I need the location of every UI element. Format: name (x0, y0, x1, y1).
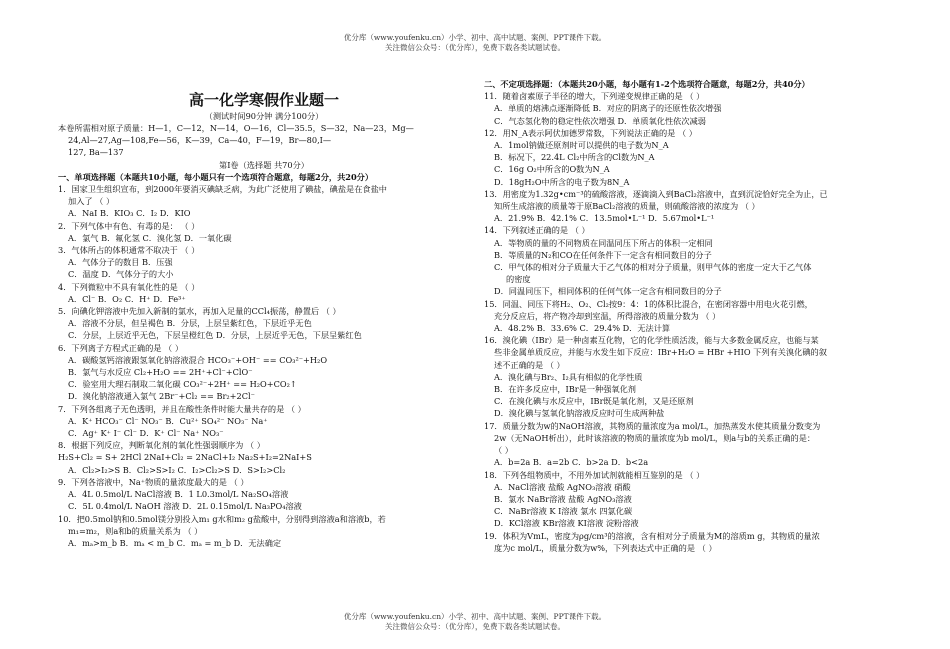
question-line: 1．国家卫生组织宣布，到2000年要消灭碘缺乏病，为此广泛使用了碘盐，碘盐是在食盐中 (58, 184, 387, 195)
option-line: C．分层，上层近乎无色，下层呈橙红色 D．分层，上层近乎无色，下层呈紫红色 (68, 330, 362, 341)
option-line: A．等物质的量的不同物质在同温同压下所占的体积一定相同 (494, 237, 713, 248)
footer-line-2: 关注微信公众号：（优分库），免费下载各类试题试卷。 (385, 622, 565, 631)
option-line: A．Cl⁻ B．O₂ C．H⁺ D．Fe³⁺ (68, 293, 186, 304)
question-line: 14．下列叙述正确的是 （ ） (484, 225, 590, 236)
question-line: 10．把0.5mol钠和0.5mol镁分别投入m₁ g水和m₂ g盐酸中，分别得到溶液a和溶液b，若 (58, 513, 386, 524)
atomic-mass-line-2: 24,Al—27,Ag—108,Fe—56，K—39，Ca—40，F—19，Br—80,I— (68, 135, 332, 146)
question-line: 充分反应后，将产物冷却到室温，所得溶液的质量分数为 （ ） (494, 310, 721, 321)
question-line: 加入了 （ ） (68, 196, 115, 207)
option-line: C．NaBr溶液 K I溶液 氯水 四氯化碳 (494, 506, 633, 517)
option-line: C．气态氢化物的稳定性依次增强 D．单质氧化性依次减弱 (494, 115, 706, 126)
option-line: 的密度 (506, 274, 531, 285)
reaction-line: H₂S+Cl₂ = S+ 2HCl 2NaI+Cl₂ = 2NaCl+I₂ Na₂S+I₂=2NaI+S (58, 452, 312, 463)
question-line: 4．下列微粒中不具有氧化性的是 （ ） (58, 281, 200, 292)
atomic-mass-line-3: 127, Ba—137 (68, 147, 124, 158)
question-line: 度为c mol/L，质量分数为w%，下列表达式中正确的是 （ ） (494, 542, 717, 553)
option-line: A．气体分子的数目 B．压强 (68, 257, 173, 268)
question-line: 18．下列各组物质中，不用外加试剂就能相互鉴别的是 （ ） (484, 469, 705, 480)
option-line: D．KCl溶液 KBr溶液 KI溶液 淀粉溶液 (494, 518, 639, 529)
part-one-heading: 第I卷（选择题 共70分） (219, 159, 309, 170)
question-line: 些非金属单质反应，并能与水发生如下反应：IBr+H₂O = HBr +HIO 下列有关溴化碘的叙 (494, 347, 827, 358)
right-column (484, 78, 899, 554)
option-line: A．氯气 B．氟化氢 C．溴化氢 D．一氧化碳 (68, 232, 232, 243)
question-line: 3．气体所占的体积通常不取决于 （ ） (58, 245, 200, 256)
option-line: D．18gH₂O中所含的电子数为8N_A (494, 176, 630, 187)
question-line: （ ） (494, 445, 513, 456)
header-line-2: 关注微信公众号：（优分库），免费下载各类试题试卷。 (385, 43, 565, 52)
option-line: A．b=2a B．a=2b C．b>2a D．b<2a (494, 457, 649, 468)
option-line: A．溴化碘与Br₂、I₂具有相似的化学性质 (494, 371, 643, 382)
option-line: C．Ag⁺ K⁺ I⁻ Cl⁻ D．K⁺ Cl⁻ Na⁺ NO₃⁻ (68, 428, 224, 439)
question-line: 19．体积为VmL，密度为ρg/cm³的溶液，含有相对分子质量为M的溶质m g，其物质的量浓 (484, 530, 820, 541)
question-line: 15．同温、同压下将H₂、O₂、Cl₂按9：4：1的体积比混合，在密闭容器中用电火花引燃， (484, 298, 813, 309)
header-line-1: 优分库（www.youfenku.cn）小学、初中、高中试题、案例、PPT课件下载。 (343, 33, 607, 42)
option-line: C．温度 D．气体分子的大小 (68, 269, 174, 280)
question-line: 12．用N_A表示阿伏加德罗常数，下列说法正确的是 （ ） (484, 127, 697, 138)
option-line: A．K⁺ HCO₃⁻ Cl⁻ NO₃⁻ B．Cu²⁺ SO₄²⁻ NO₃⁻ Na⁺ (68, 415, 268, 426)
option-line: A．21.9% B．42.1% C．13.5mol•L⁻¹ D．5.67mol•L⁻¹ (494, 213, 715, 224)
option-line: A．48.2% B．33.6% C．29.4% D．无法计算 (494, 323, 671, 334)
option-line: A．1mol钠做还原剂时可以提供的电子数为N_A (494, 140, 669, 151)
option-line: C．甲气体的相对分子质量大于乙气体的相对分子质量，则甲气体的密度一定大于乙气体 (494, 262, 812, 273)
option-line: A．碳酸氢钙溶液跟氢氧化钠溶液混合 HCO₃⁻+OH⁻ == CO₃²⁻+H₂O (68, 354, 328, 365)
atomic-mass-line-1: 本卷所需相对原子质量：H—1，C—12，N—14，O—16，Cl—35.5，S—32，Na—23，Mg— (58, 123, 414, 133)
question-line: 16．溴化碘（IBr）是一种卤素互化物，它的化学性质活泼，能与大多数金属反应，也能与某 (484, 335, 819, 346)
question-line: 13．用密度为1.32g•cm⁻³的硫酸溶液，逐滴滴入到BaCl₂溶液中，直到沉淀恰好完全为止，已 (484, 188, 828, 199)
question-line: 8．根据下列反应，判断氧化剂的氧化性强弱顺序为 （ ） (58, 440, 265, 451)
option-line: B．等质量的N₂和CO在任何条件下一定含有相同数目的分子 (494, 249, 712, 260)
left-column (58, 76, 470, 549)
section-two-heading: 二、不定项选择题：（本题共20小题，每小题有1-2个选项符合题意，每题2分，共40分） (484, 79, 810, 89)
section-one-heading: 一、单项选择题（本题共10小题，每小题只有一个选项符合题意，每题2分，共20分） (58, 171, 374, 182)
option-line: D．溴化钠溶液通入氯气 2Br⁻+Cl₂ == Br₂+2Cl⁻ (68, 391, 255, 402)
option-line: B．标况下，22.4L Cl₂中所含的Cl数为N_A (494, 152, 655, 163)
option-line: A．4L 0.5mol/L NaCl溶液 B．1 L0.3mol/L Na₂SO₄溶液 (68, 489, 289, 500)
exam-title: 高一化学寒假作业题一 (188, 91, 339, 109)
option-line: D．同温同压下，相同体积的任何气体一定含有相同数目的分子 (494, 286, 722, 297)
option-line: C．5L 0.4mol/L NaOH 溶液 D．2L 0.15mol/L Na₃PO₄溶液 (68, 501, 302, 512)
option-line: C．在溴化碘与水反应中，IBr既是氧化剂，又是还原剂 (494, 396, 694, 407)
option-line: D．溴化碘与氢氧化钠溶液反应时可生成两种盐 (494, 408, 665, 419)
exam-subtitle: （测试时间90分钟 满分100分） (204, 111, 324, 121)
page-footer (0, 612, 950, 632)
question-line: 17．质量分数为w的NaOH溶液，其物质的量浓度为a mol/L，加热蒸发水使其质量分数变为 (484, 420, 821, 431)
option-line: B．氯气与水反应 Cl₂+H₂O == 2H⁺+Cl⁻+ClO⁻ (68, 367, 253, 378)
question-line: 述不正确的是 （ ） (494, 359, 565, 370)
option-line: B．在许多反应中，IBr是一种强氧化剂 (494, 384, 636, 395)
option-line: A．Cl₂>I₂>S B．Cl₂>S>I₂ C．I₂>Cl₂>S D．S>I₂>Cl₂ (68, 464, 286, 475)
option-line: C．16g O₂中所含的O数为N_A (494, 164, 610, 175)
option-line: A．溶液不分层，但呈褐色 B．分层，上层呈紫红色，下层近乎无色 (68, 318, 312, 329)
question-line: 7．下列各组离子无色透明，并且在酸性条件时能大量共存的是 （ ） (58, 403, 306, 414)
question-line: m₁=m₂，则a和b的质量关系为 （ ） (68, 525, 203, 536)
question-line: 5．向碘化钾溶液中先加入新制的氯水，再加入足量的CCl₄振荡，静置后 （ ） (58, 306, 341, 317)
option-line: B．氯水 NaBr溶液 盐酸 AgNO₃溶液 (494, 493, 632, 504)
question-line: 6．下列离子方程式正确的是 （ ） (58, 342, 184, 353)
page-header (0, 33, 950, 53)
option-line: A．NaCl溶液 盐酸 AgNO₃溶液 硝酸 (494, 481, 631, 492)
question-line: 2w（无NaOH析出），此时该溶液的物质的量浓度为b mol/L，则a与b的关系正确的是： (494, 432, 816, 443)
question-line: 知所生成溶液的质量等于原BaCl₂溶液的质量，则硫酸溶液的浓度为 （ ） (494, 201, 760, 212)
option-line: A．NaI B．KIO₃ C．I₂ D．KIO (68, 208, 191, 219)
option-line: A．mₐ>m_b B．mₐ < m_b C．mₐ = m_b D．无法确定 (68, 537, 282, 548)
question-line: 11．随着卤素原子半径的增大，下列递变规律正确的是 （ ） (484, 91, 705, 102)
question-line: 2．下列气体中有色、有毒的是： （ ） (58, 220, 200, 231)
option-line: C．验室用大理石制取二氧化碳 CO₃²⁻+2H⁺ == H₂O+CO₂↑ (68, 379, 297, 390)
footer-line-1: 优分库（www.youfenku.cn）小学、初中、高中试题、案例、PPT课件下载。 (343, 612, 607, 621)
question-line: 9．下列各溶液中，Na⁺物质的量浓度最大的是 （ ） (58, 476, 249, 487)
option-line: A．单质的熔沸点逐渐降低 B．对应的阴离子的还原性依次增强 (494, 103, 722, 114)
